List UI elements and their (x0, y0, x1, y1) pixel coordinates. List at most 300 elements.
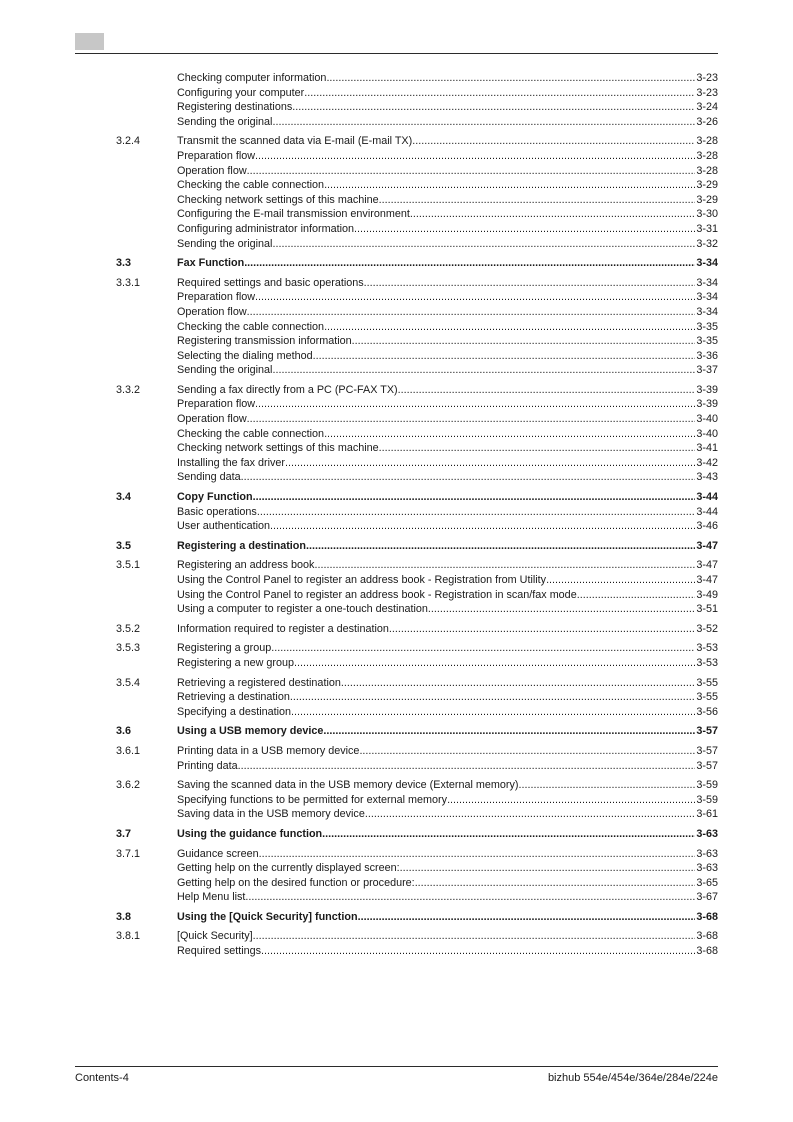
page-number: 3-29 (696, 179, 718, 192)
toc-entry[interactable] (75, 505, 718, 520)
toc-entry-line (177, 193, 718, 208)
toc-group (75, 490, 718, 534)
toc-group (75, 622, 718, 637)
page-number: 3-59 (696, 793, 718, 806)
section-number: 3.2.4 (116, 135, 141, 148)
page-number: 3-47 (696, 574, 718, 586)
entry-title: Installing the fax driver (177, 456, 286, 469)
entry-title: Configuring your computer (177, 86, 305, 99)
section-number: 3.3 (116, 257, 132, 270)
toc-entry[interactable] (75, 490, 718, 505)
dot-leader (324, 427, 695, 442)
table-of-contents (75, 71, 718, 959)
entry-title: Information required to register a destination (177, 622, 389, 635)
dot-leader (272, 237, 695, 252)
section-number: 3.8.1 (116, 930, 141, 943)
toc-entry-line (177, 505, 718, 520)
toc-entry[interactable] (75, 100, 718, 115)
toc-entry[interactable] (75, 412, 718, 427)
toc-entry-line (177, 86, 718, 101)
toc-entry[interactable] (75, 676, 718, 691)
entry-title: Retrieving a registered destination (177, 676, 341, 689)
toc-entry-line (177, 778, 718, 793)
entry-title: Using a computer to register a one-touch destination (177, 603, 428, 616)
entry-title: Sending the original (177, 364, 273, 377)
toc-entry-line (177, 890, 718, 905)
page-number: 3-57 (696, 759, 718, 772)
toc-entry[interactable] (75, 778, 718, 793)
dot-leader (255, 290, 695, 305)
page-number: 3-55 (696, 676, 718, 689)
toc-entry[interactable] (75, 519, 718, 534)
dot-leader (257, 505, 696, 520)
dot-leader (364, 276, 696, 291)
entry-title: Sending the original (177, 237, 273, 250)
toc-entry-line (177, 305, 718, 320)
toc-entry[interactable] (75, 602, 718, 617)
page-number: 3-41 (696, 442, 718, 455)
toc-entry-line (177, 222, 718, 237)
entry-title: Preparation flow (177, 291, 256, 304)
toc-entry[interactable] (75, 724, 718, 739)
entry-title: Operation flow (177, 305, 247, 318)
entry-title: [Quick Security] (177, 930, 253, 943)
toc-entry-line (177, 207, 718, 222)
section-number: 3.6.1 (116, 744, 141, 757)
entry-title: Sending the original (177, 115, 273, 128)
toc-entry[interactable] (75, 558, 718, 573)
toc-entry[interactable] (75, 207, 718, 222)
toc-group (75, 256, 718, 271)
toc-entry[interactable] (75, 115, 718, 130)
dot-leader (259, 847, 696, 862)
toc-entry-line (177, 237, 718, 252)
dot-leader (447, 793, 695, 808)
toc-entry-line (177, 178, 718, 193)
section-number: 3.4 (116, 491, 132, 504)
dot-leader (326, 71, 695, 86)
toc-group (75, 929, 718, 958)
entry-title: Checking computer information (177, 72, 327, 84)
page-number: 3-59 (696, 779, 718, 792)
page-number: 3-67 (696, 891, 718, 904)
entry-title: Printing data in a USB memory device (177, 744, 360, 757)
entry-title: Transmit the scanned data via E-mail (E-mail TX) (177, 135, 413, 148)
toc-entry[interactable] (75, 237, 718, 252)
entry-title: Preparation flow (177, 398, 256, 411)
toc-entry-line (177, 759, 718, 774)
dot-leader (294, 656, 695, 671)
toc-entry[interactable] (75, 944, 718, 959)
entry-title: Checking the cable connection (177, 179, 325, 192)
dot-leader (577, 588, 696, 603)
toc-entry-line (177, 744, 718, 759)
toc-entry[interactable] (75, 276, 718, 291)
page-number: 3-24 (696, 101, 718, 114)
toc-group (75, 744, 718, 773)
toc-group (75, 641, 718, 670)
toc-entry-line (177, 705, 718, 720)
dot-leader (241, 470, 696, 485)
toc-entry[interactable] (75, 929, 718, 944)
toc-entry-line (177, 793, 718, 808)
entry-title: Required settings and basic operations (177, 276, 364, 289)
page-number: 3-61 (696, 808, 718, 821)
toc-entry[interactable] (75, 222, 718, 237)
dot-leader (379, 193, 696, 208)
dot-leader (323, 724, 695, 739)
toc-entry[interactable] (75, 588, 718, 603)
dot-leader (247, 164, 696, 179)
dot-leader (410, 207, 696, 222)
dot-leader (247, 412, 696, 427)
toc-entry-line (177, 456, 718, 471)
section-number: 3.7 (116, 827, 132, 840)
toc-entry-line (177, 622, 718, 637)
toc-entry[interactable] (75, 256, 718, 271)
page-number: 3-44 (696, 491, 718, 504)
header-rule (75, 53, 718, 54)
page-number: 3-34 (696, 305, 718, 318)
toc-entry-line (177, 383, 718, 398)
toc-entry-line (177, 602, 718, 617)
page-number: 3-36 (696, 349, 718, 362)
dot-leader (238, 759, 696, 774)
entry-title: Operation flow (177, 164, 247, 177)
toc-group (75, 676, 718, 720)
page-number: 3-35 (696, 335, 718, 348)
toc-entry-line (177, 100, 718, 115)
page-number: 3-34 (696, 257, 718, 270)
toc-group (75, 383, 718, 485)
toc-entry-line (177, 349, 718, 364)
toc-entry[interactable] (75, 363, 718, 378)
toc-entry-line (177, 256, 718, 271)
section-number: 3.3.1 (116, 276, 141, 289)
toc-entry[interactable] (75, 334, 718, 349)
toc-entry[interactable] (75, 539, 718, 554)
toc-entry-line (177, 363, 718, 378)
toc-entry-line (177, 847, 718, 862)
toc-entry[interactable] (75, 861, 718, 876)
entry-title: Getting help on the desired function or procedure: (177, 876, 415, 889)
dot-leader (398, 383, 696, 398)
page-number: 3-68 (696, 930, 718, 943)
toc-entry-line (177, 397, 718, 412)
dot-leader (314, 558, 695, 573)
toc-entry[interactable] (75, 383, 718, 398)
page-number: 3-63 (696, 827, 718, 840)
dot-leader (272, 115, 695, 130)
page-number: 3-30 (696, 208, 718, 221)
toc-entry[interactable] (75, 164, 718, 179)
entry-title: Saving data in the USB memory device (177, 808, 365, 821)
dot-leader (245, 890, 695, 905)
header-tab-marker (75, 33, 104, 50)
page-number: 3-40 (696, 427, 718, 440)
page-number: 3-47 (696, 559, 718, 572)
footer-page-label: Contents-4 (75, 1072, 129, 1084)
dot-leader (358, 910, 696, 925)
page-number: 3-53 (696, 642, 718, 655)
entry-title: Specifying functions to be permitted for external memory (177, 793, 448, 806)
toc-entry[interactable] (75, 349, 718, 364)
page-number: 3-39 (696, 383, 718, 396)
entry-title: Basic operations (177, 505, 257, 518)
entry-title: Registering transmission information (177, 335, 352, 348)
toc-entry-line (177, 470, 718, 485)
dot-leader (304, 86, 695, 101)
dot-leader (261, 944, 695, 959)
dot-leader (247, 305, 696, 320)
toc-entry-line (177, 641, 718, 656)
dot-leader (253, 929, 696, 944)
toc-entry[interactable] (75, 793, 718, 808)
toc-entry-line (177, 334, 718, 349)
page-number: 3-63 (696, 862, 718, 875)
page-number: 3-39 (696, 398, 718, 411)
entry-title: Checking the cable connection (177, 320, 325, 333)
toc-entry[interactable] (75, 876, 718, 891)
dot-leader (400, 861, 696, 876)
entry-title: Required settings (177, 945, 262, 958)
entry-title: Saving the scanned data in the USB memory device (External memory) (177, 779, 519, 792)
entry-title: Selecting the dialing method (177, 349, 313, 362)
entry-title: Operation flow (177, 413, 247, 426)
toc-entry-line (177, 134, 718, 149)
page-number: 3-55 (696, 691, 718, 704)
page-number: 3-68 (696, 945, 718, 958)
toc-entry[interactable] (75, 470, 718, 485)
page-number: 3-28 (696, 149, 718, 162)
section-number: 3.5.4 (116, 676, 141, 689)
dot-leader (324, 320, 695, 335)
toc-entry[interactable] (75, 178, 718, 193)
dot-leader (546, 573, 695, 588)
page-number: 3-34 (696, 276, 718, 289)
page-number: 3-40 (696, 413, 718, 426)
entry-title: Specifying a destination (177, 705, 292, 718)
dot-leader (412, 134, 695, 149)
section-number: 3.8 (116, 910, 132, 923)
entry-title: Help Menu list (177, 891, 246, 904)
page-number: 3-37 (696, 364, 718, 377)
toc-entry-line (177, 944, 718, 959)
toc-group (75, 827, 718, 842)
toc-entry[interactable] (75, 705, 718, 720)
toc-entry[interactable] (75, 86, 718, 101)
toc-entry-line (177, 427, 718, 442)
page-number: 3-34 (696, 291, 718, 304)
toc-entry-line (177, 861, 718, 876)
toc-entry-line (177, 827, 718, 842)
toc-entry[interactable] (75, 320, 718, 335)
toc-entry-line (177, 676, 718, 691)
entry-title: Fax Function (177, 257, 245, 270)
dot-leader (244, 256, 695, 271)
toc-entry[interactable] (75, 744, 718, 759)
entry-title: Checking network settings of this machine (177, 193, 379, 206)
toc-entry[interactable] (75, 656, 718, 671)
toc-entry-line (177, 412, 718, 427)
entry-title: Retrieving a destination (177, 691, 290, 704)
entry-title: Registering a new group (177, 656, 295, 669)
toc-entry[interactable] (75, 847, 718, 862)
page-number: 3-28 (696, 135, 718, 148)
page-number: 3-35 (696, 320, 718, 333)
footer-product-name: bizhub 554e/454e/364e/284e/224e (547, 1072, 718, 1084)
toc-group (75, 276, 718, 378)
toc-entry-line (177, 929, 718, 944)
toc-entry-line (177, 910, 718, 925)
toc-group (75, 847, 718, 905)
toc-entry[interactable] (75, 193, 718, 208)
toc-group (75, 558, 718, 616)
entry-title: Guidance screen (177, 847, 259, 860)
toc-entry[interactable] (75, 807, 718, 822)
toc-entry[interactable] (75, 290, 718, 305)
entry-title: Using the Control Panel to register an address book - Registration in scan/fax mode (177, 588, 577, 601)
dot-leader (270, 519, 695, 534)
toc-entry-line (177, 656, 718, 671)
page-number: 3-43 (696, 471, 718, 484)
toc-entry[interactable] (75, 397, 718, 412)
toc-entry[interactable] (75, 622, 718, 637)
dot-leader (292, 100, 695, 115)
entry-title: Registering a group (177, 642, 272, 655)
entry-title: Configuring administrator information (177, 222, 355, 235)
dot-leader (271, 641, 695, 656)
section-number: 3.6 (116, 725, 132, 738)
entry-title: Using the guidance function (177, 827, 323, 840)
toc-entry-line (177, 876, 718, 891)
page-number: 3-65 (696, 876, 718, 889)
dot-leader (324, 178, 695, 193)
toc-entry-line (177, 290, 718, 305)
toc-entry-line (177, 558, 718, 573)
toc-entry[interactable] (75, 427, 718, 442)
entry-title: Printing data (177, 759, 238, 772)
entry-title: Using the [Quick Security] function (177, 910, 358, 923)
page-number: 3-51 (696, 603, 718, 616)
page-number: 3-31 (696, 222, 718, 235)
dot-leader (379, 441, 696, 456)
dot-leader (518, 778, 695, 793)
entry-title: Configuring the E-mail transmission environment (177, 208, 410, 221)
toc-entry-line (177, 320, 718, 335)
entry-title: Registering a destination (177, 539, 306, 552)
page-number: 3-44 (696, 505, 718, 518)
toc-entry[interactable] (75, 690, 718, 705)
toc-entry[interactable] (75, 134, 718, 149)
entry-title: Using the Control Panel to register an address book - Registration from Utility (177, 574, 547, 586)
page-number: 3-68 (696, 910, 718, 923)
footer-rule (75, 1066, 718, 1067)
dot-leader (415, 876, 696, 891)
section-number: 3.5 (116, 539, 132, 552)
toc-entry[interactable] (75, 827, 718, 842)
dot-leader (341, 676, 696, 691)
toc-entry[interactable] (75, 759, 718, 774)
dot-leader (253, 490, 696, 505)
page-number: 3-23 (696, 72, 718, 84)
page-number: 3-28 (696, 164, 718, 177)
toc-entry[interactable] (75, 641, 718, 656)
entry-title: Getting help on the currently displayed screen: (177, 862, 400, 875)
dot-leader (313, 349, 696, 364)
page-number: 3-42 (696, 456, 718, 469)
page-number: 3-47 (696, 539, 718, 552)
dot-leader (365, 807, 696, 822)
toc-entry-line (177, 519, 718, 534)
entry-title: Checking the cable connection (177, 427, 325, 440)
toc-entry-line (177, 164, 718, 179)
dot-leader (255, 149, 695, 164)
toc-group (75, 539, 718, 554)
dot-leader (389, 622, 696, 637)
entry-title: Checking network settings of this machine (177, 442, 379, 455)
dot-leader (306, 539, 695, 554)
entry-title: Registering destinations (177, 101, 293, 114)
page-number: 3-57 (696, 744, 718, 757)
section-number: 3.5.1 (116, 559, 141, 572)
page-number: 3-63 (696, 847, 718, 860)
toc-entry[interactable] (75, 149, 718, 164)
toc-entry[interactable] (75, 71, 718, 86)
entry-title: Copy Function (177, 491, 253, 504)
section-number: 3.5.2 (116, 622, 141, 635)
entry-title: Preparation flow (177, 149, 256, 162)
dot-leader (272, 363, 695, 378)
toc-group (75, 724, 718, 739)
toc-group (75, 778, 718, 822)
toc-entry[interactable] (75, 890, 718, 905)
toc-group (75, 910, 718, 925)
toc-group (75, 134, 718, 251)
section-number: 3.6.2 (116, 779, 141, 792)
toc-entry[interactable] (75, 441, 718, 456)
dot-leader (428, 602, 696, 617)
toc-entry-line (177, 539, 718, 554)
toc-entry[interactable] (75, 573, 718, 588)
entry-title: Sending data (177, 471, 241, 484)
toc-entry[interactable] (75, 456, 718, 471)
section-number: 3.7.1 (116, 847, 141, 860)
toc-entry-line (177, 441, 718, 456)
dot-leader (354, 222, 695, 237)
entry-title: Using a USB memory device (177, 725, 324, 738)
dot-leader (322, 827, 695, 842)
page-number: 3-56 (696, 705, 718, 718)
section-number: 3.3.2 (116, 383, 141, 396)
toc-entry[interactable] (75, 305, 718, 320)
toc-entry-line (177, 573, 718, 588)
dot-leader (255, 397, 695, 412)
page-number: 3-52 (696, 622, 718, 635)
page-number: 3-57 (696, 725, 718, 738)
page-number: 3-26 (696, 115, 718, 128)
toc-entry-line (177, 724, 718, 739)
entry-title: Sending a fax directly from a PC (PC-FAX TX) (177, 383, 398, 396)
toc-entry-line (177, 690, 718, 705)
toc-entry-line (177, 115, 718, 130)
page-number: 3-49 (696, 588, 718, 601)
entry-title: Registering an address book (177, 559, 315, 572)
dot-leader (291, 705, 695, 720)
toc-group (75, 71, 718, 129)
toc-entry[interactable] (75, 910, 718, 925)
page-number: 3-29 (696, 193, 718, 206)
